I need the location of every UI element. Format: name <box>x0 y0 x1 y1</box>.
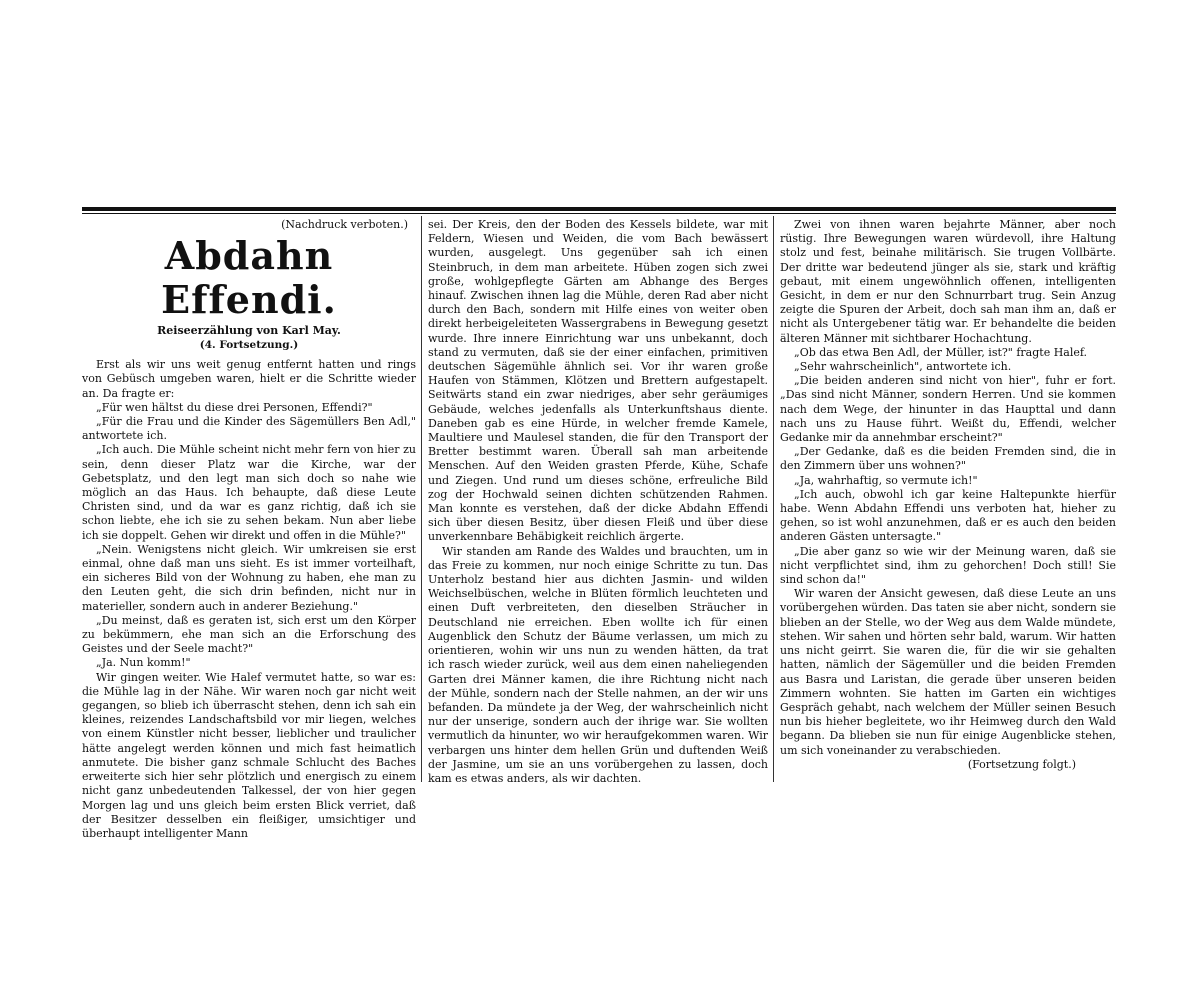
header-rule-thick <box>82 207 1116 211</box>
paragraph: Wir waren der Ansicht gewesen, daß diese Leute an uns vorübergehen würden. Das taten sie aber nicht, sondern sie blieben an der Stelle, wo der Weg aus dem Walde mündete, stehen. Wir sahen und hörten sehr bald, warum. Wir hatten uns nicht geirrt. Sie waren die, für die wir sie gehalten hatten, nämlich der Sägemüller und die beiden Fremden aus Basra und Laristan, die gerade über unseren beiden Zimmern wohnten. Sie hatten im Garten ein wichtiges Gespräch gehabt, nach welchem der Müller seinen Besuch nun bis hieher begleitete, wo ihr Heimweg durch den Wald begann. Da blieben sie nun für einige Augenblicke stehen, um sich voneinander zu verabschieden. <box>780 587 1116 757</box>
paragraph: „Die aber ganz so wie wir der Meinung waren, daß sie nicht verpflichtet sind, ihm zu gehorchen! Doch still! Sie sind schon da!" <box>780 544 1116 587</box>
column-divider-2 <box>773 216 774 782</box>
paragraph: „Sehr wahrscheinlich", antwortete ich. <box>794 360 1012 374</box>
reprint-note: (Nachdruck verboten.) <box>281 218 408 231</box>
paragraph: Wir gingen weiter. Wie Halef vermutet hatte, so war es: die Mühle lag in der Nähe. Wir waren noch gar nicht weit gegangen, so blieb ich überrascht stehen, denn ich sah ein kleines, reizendes Landschaftsbild vor mir liegen, welches von einem Künstler nicht besser, lieblicher und traulicher hätte angelegt werden können und mich fast heimatlich anmutete. Die bisher ganz schmale Schlucht des Baches erweiterte sich hier sehr plötzlich und energisch zu einem nicht ganz unbedeutenden Talkessel, der von hier gegen Morgen lag und uns gleich beim ersten Blick verriet, daß der Besitzer desselben ein fleißiger, umsichtiger und überhaupt intelligenter Mann <box>82 670 416 840</box>
paragraph: „Ja, wahrhaftig, so vermute ich!" <box>794 473 978 487</box>
paragraph: Erst als wir uns weit genug entfernt hatten und rings von Gebüsch umgeben waren, hielt er die Schritte wieder an. Da fragte er: <box>82 358 416 400</box>
continuation-note: (Fortsetzung folgt.) <box>967 757 1076 771</box>
article-subtitle: Reiseerzählung von Karl May. <box>157 324 341 338</box>
paragraph: „Ob das etwa Ben Adl, der Müller, ist?" fragte Halef. <box>794 345 1088 359</box>
paragraph: „Ich auch. Die Mühle scheint nicht mehr fern von hier zu sein, denn dieser Platz war die Kirche, war der Gebetsplatz, und den legt man sich doch so nahe wie möglich an das Haus. Ich behaupte, daß diese Leute Christen sind, und da war es ganz richtig, daß ich sie schon liebte, ehe ich sie zu sehen bekam. Nun aber liebe ich sie doppelt. Gehen wir direkt und offen in die Mühle?" <box>82 443 416 542</box>
article-column-1 <box>82 218 416 841</box>
paragraph: „Für die Frau und die Kinder des Sägemüllers Ben Adl," antwortete ich. <box>82 415 416 443</box>
article-title: Abdahn Effendi. <box>161 233 337 323</box>
installment-label: (4. Fortsetzung.) <box>199 339 299 352</box>
paragraph: Zwei von ihnen waren bejahrte Männer, aber noch rüstig. Ihre Bewegungen waren würdevoll, ihre Haltung stolz und fest, beinahe militärisch. Sie trugen Vollbärte. Der dritte war bedeutend jünger als sie, stark und kräftig gebaut, mit einem ungewöhnlich offenen, intelligenten Gesicht, in dem er nur den Schnurrbart trug. Sein Anzug zeigte die Spuren der Arbeit, doch sah man ihm an, daß er nicht als Untergebener tätig war. Er behandelte die beiden älteren Männer mit sichtbarer Hochachtung. <box>780 218 1116 345</box>
paragraph: „Ich auch, obwohl ich gar keine Haltepunkte hierfür habe. Wenn Abdahn Effendi uns verboten hat, hieher zu gehen, so ist wohl anzunehmen, daß er es auch den beiden anderen Gästen untersagte." <box>780 487 1116 544</box>
paragraph: „Nein. Wenigstens nicht gleich. Wir umkreisen sie erst einmal, ohne daß man uns sieht. Es ist immer vorteilhaft, ein sicheres Bild von der Wohnung zu haben, ehe man zu den Leuten geht, die sich drin befinden, nicht nur in materieller, sondern auch in anderer Beziehung." <box>82 542 416 613</box>
paragraph: „Für wen hältst du diese drei Personen, Effendi?" <box>96 400 373 414</box>
paragraph: „Ja. Nun komm!" <box>96 656 191 670</box>
paragraph: sei. Der Kreis, den der Boden des Kessels bildete, war mit Feldern, Wiesen und Weiden, die vom Bach bewässert wurden, ausgelegt. Uns gegenüber sah ich einen Steinbruch, in dem man arbeitete. Hüben zogen sich zwei große, wohlgepflegte Gärten am Abhange des Berges hinauf. Zwischen ihnen lag die Mühle, deren Rad aber nicht durch den Bach, sondern mit Hilfe eines von weiter oben direkt herbeigeleiteten Wassergrabens in Bewegung gesetzt wurde. Ihre innere Einrichtung war uns unbekannt, doch stand zu vermuten, daß sie der einer einfachen, primitiven deutschen Sägemühle ähnlich sei. Vor ihr waren große Haufen von Stämmen, Klötzen und Brettern aufgestapelt. Seitwärts stand ein zwar niedriges, aber sehr geräumiges Gebäude, welches jedenfalls als Unterkunftshaus diente. Daneben gab es eine Hürde, in welcher fremde Kamele, Maultiere und Maulesel standen, die für den Transport der Bretter bestimmt waren. Überall sah man arbeitende Menschen. Auf den Weiden grasten Pferde, Kühe, Schafe und Ziegen. Und rund um dieses schöne, erfreuliche Bild zog der Hochwald seinen dichten schützenden Rahmen. Man konnte es verstehen, daß der dicke Abdahn Effendi sich über diesen Besitz, über diesen Fleiß und über diese unverkennbare Behäbigkeit reichlich ärgerte. <box>428 218 768 544</box>
column-divider-1 <box>421 216 422 782</box>
paragraph: „Du meinst, daß es geraten ist, sich erst um den Körper zu bekümmern, ehe man sich an die Erforschung des Geistes und der Seele macht?" <box>82 613 416 656</box>
paragraph: „Die beiden anderen sind nicht von hier", fuhr er fort. „Das sind nicht Männer, sondern Herren. Und sie kommen nach dem Wege, der hinunter in das Haupttal und dann nach uns zu Hause führt. Weißt du, Effendi, welcher Gedanke mir da annehmbar erscheint?" <box>780 374 1116 445</box>
paragraph: „Der Gedanke, daß es die beiden Fremden sind, die in den Zimmern über uns wohnen?" <box>780 445 1116 473</box>
article-column-3 <box>780 218 1116 772</box>
header-rule-thin <box>82 213 1116 214</box>
article-column-2 <box>428 218 768 786</box>
paragraph: Wir standen am Rande des Waldes und brauchten, um in das Freie zu kommen, nur noch einige Schritte zu tun. Das Unterholz bestand hier aus dichten Jasmin- und wilden Weichselbüschen, welche in Blüten förmlich leuchteten und einen Duft verbreiteten, den dieselben Sträucher in Deutschland nie erreichen. Eben wollte ich für einen Augenblick den Schutz der Bäume verlassen, um mich zu orientieren, wohin wir uns nun zu wenden hätten, da trat ich rasch wieder zurück, weil aus dem einen naheliegenden Garten drei Männer kamen, die ihre Richtung nicht nach der Mühle, sondern nach der Stelle nahmen, an der wir uns befanden. Da mündete ja der Weg, der wahrscheinlich nicht nur der unserige, sondern auch der ihrige war. Sie wollten vermutlich da hinunter, wo wir heraufgekommen waren. Wir verbargen uns hinter dem hellen Grün und duftenden Weiß der Jasmine, um sie an uns vorübergehen zu lassen, doch kam es etwas anders, als wir dachten. <box>428 544 768 785</box>
